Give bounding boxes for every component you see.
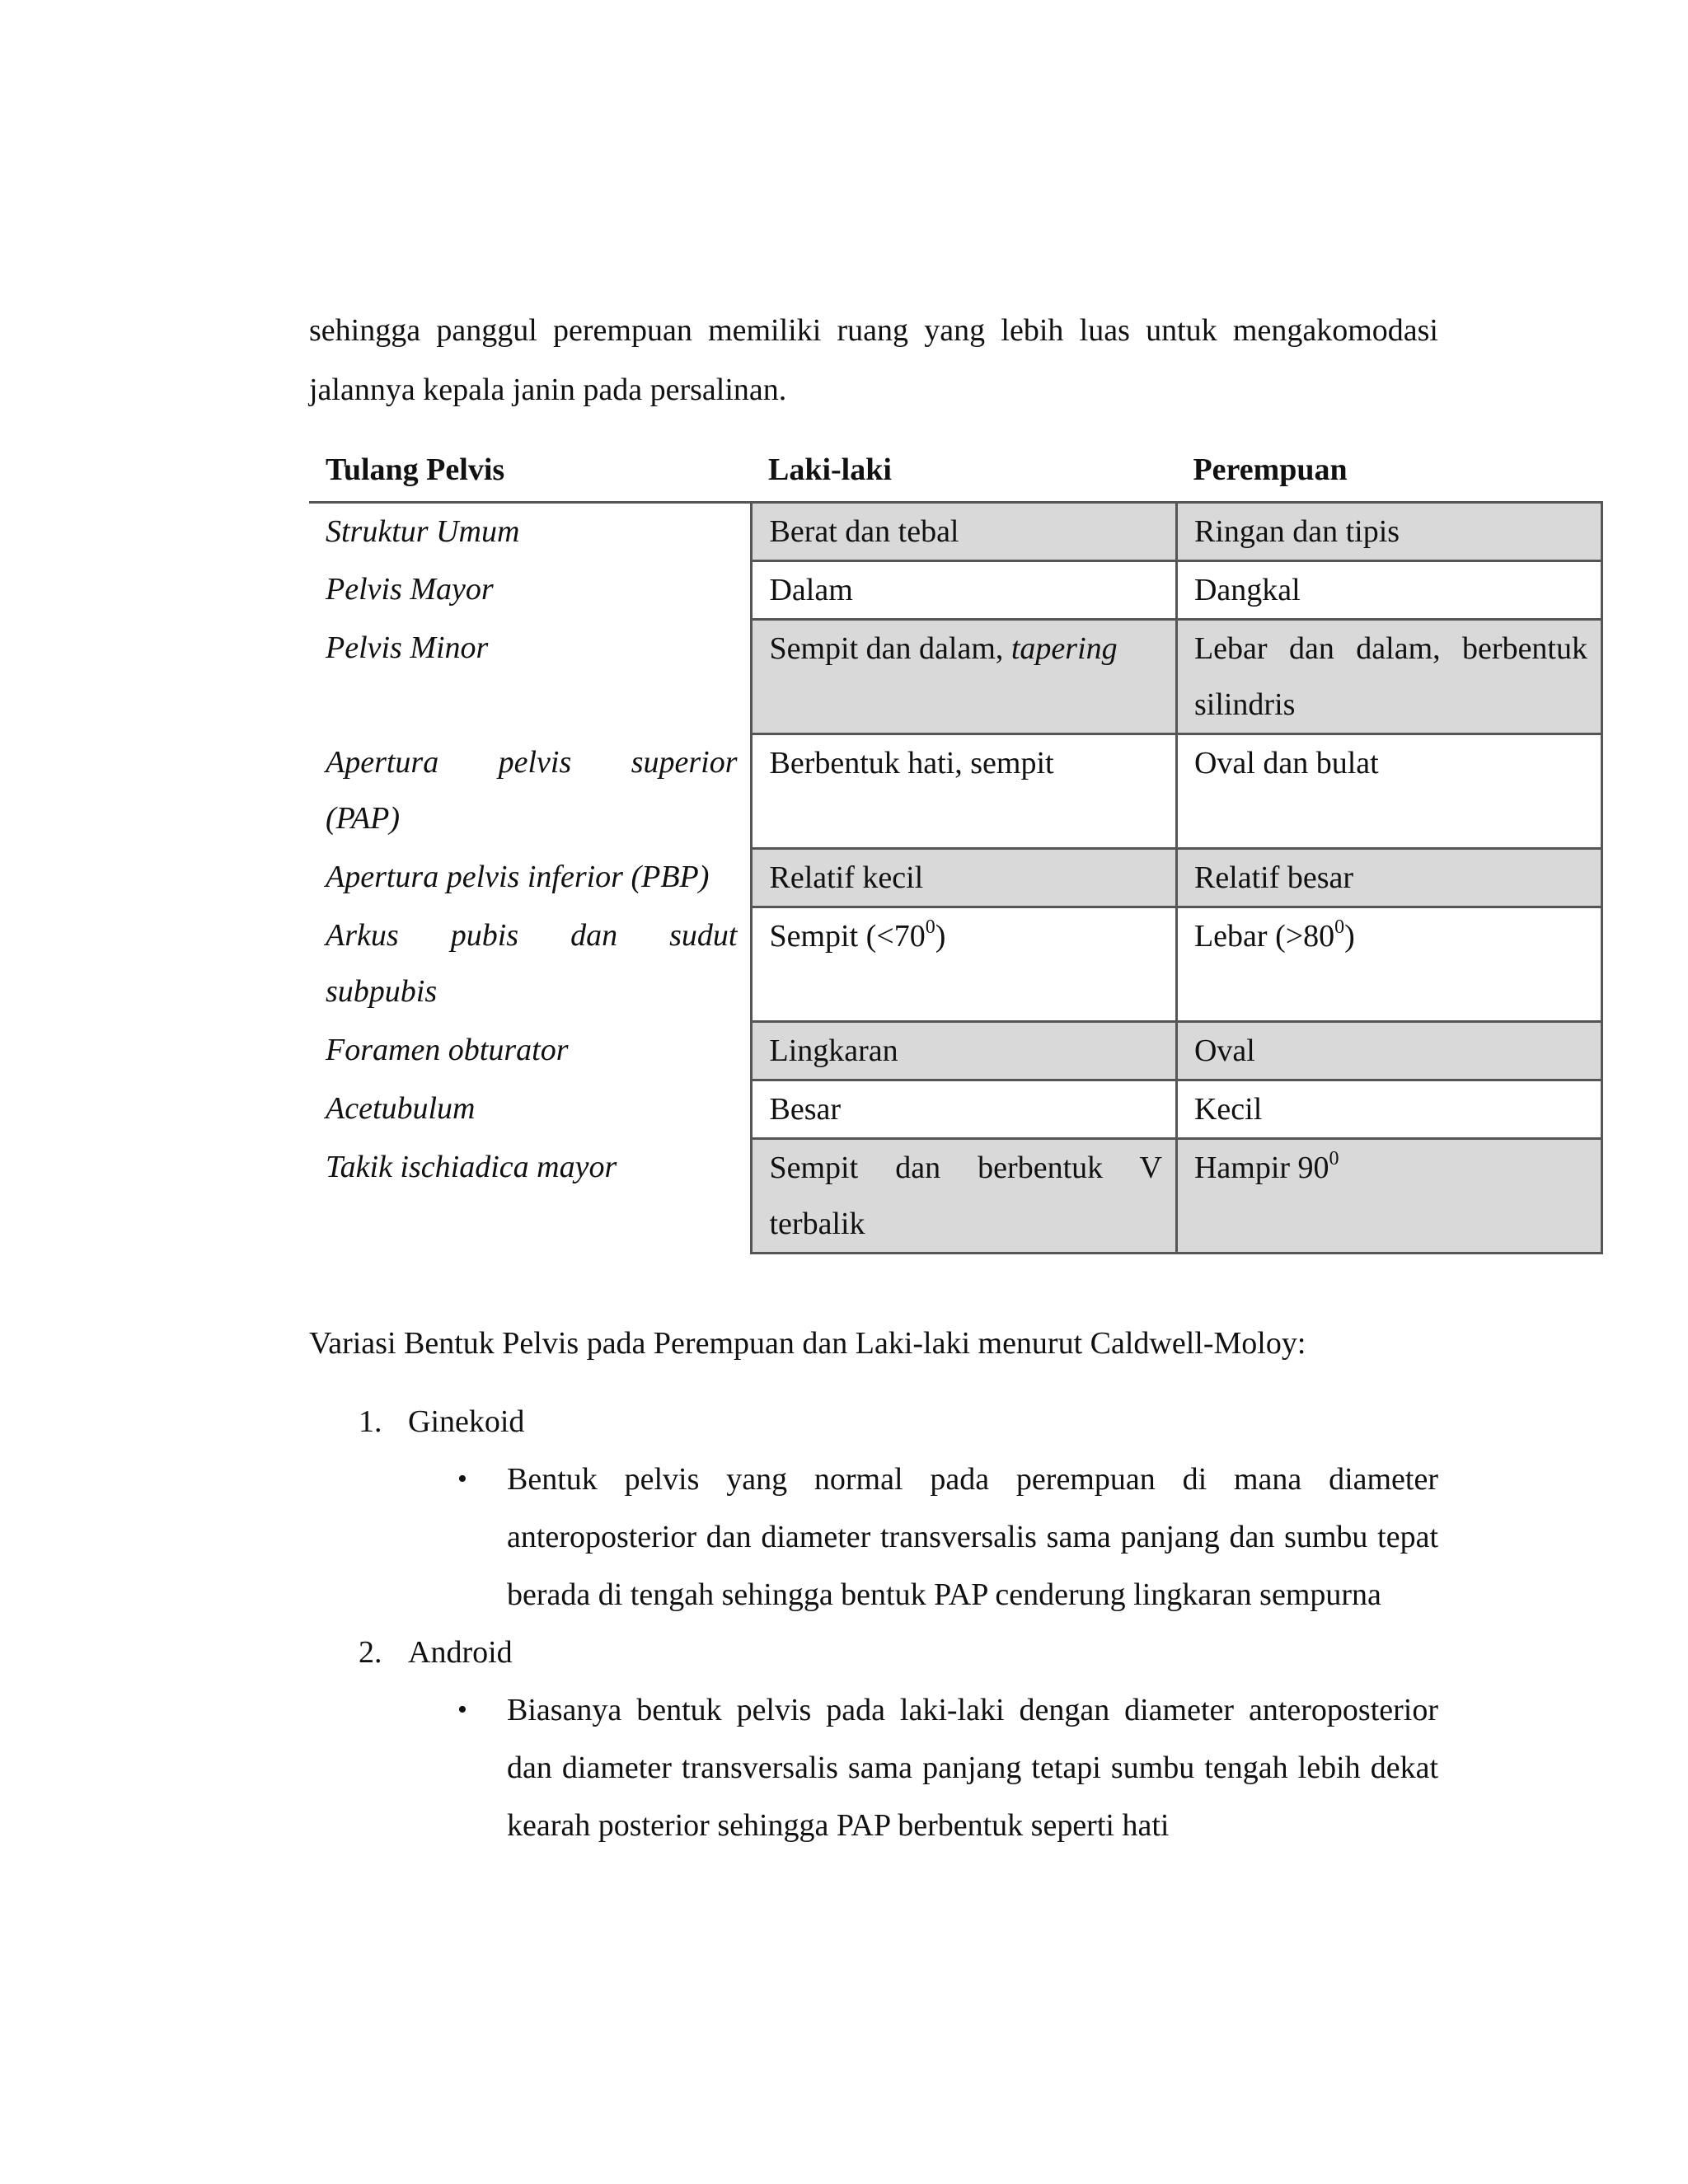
male-cell <box>752 907 1176 1022</box>
header-tulang-pelvis: Tulang Pelvis <box>309 437 752 503</box>
table-row <box>309 734 1602 849</box>
row-label: Takik ischiadica mayor <box>326 1149 617 1184</box>
variant-heading <box>309 1624 1438 1681</box>
female-cell: Oval <box>1176 1022 1601 1080</box>
male-cell: Berat dan tebal <box>752 503 1176 561</box>
row-label-line-2: (PAP) <box>326 800 401 836</box>
header-perempuan: Perempuan <box>1176 437 1601 503</box>
male-text-italic: tapering <box>1010 631 1118 666</box>
intro-line-1: sehingga panggul perempuan memiliki ruang yang lebih luas untuk mengakomodasi <box>309 313 1438 348</box>
intro-line-2: jalannya kepala janin pada persalinan. <box>309 373 787 407</box>
row-label: Apertura pelvis inferior (PBP) <box>326 859 710 894</box>
female-cell <box>1176 1139 1601 1254</box>
bullet-paragraph <box>309 1681 1438 1854</box>
row-label: Acetubulum <box>326 1090 476 1126</box>
table-row <box>309 503 1602 561</box>
male-cell: Lingkaran <box>752 1022 1176 1080</box>
male-cell <box>752 1139 1176 1254</box>
female-text: Hampir 90 <box>1193 1151 1329 1185</box>
pelvis-variant-list <box>309 1393 1438 1854</box>
female-text-end: ) <box>1344 919 1355 954</box>
male-cell <box>752 620 1176 734</box>
female-cell <box>1176 907 1601 1022</box>
male-text-end: ) <box>935 919 946 954</box>
variant-heading <box>309 1393 1438 1451</box>
male-cell: Besar <box>752 1080 1176 1139</box>
row-label: Foramen obturator <box>326 1032 569 1067</box>
male-text: Sempit (<70 <box>769 919 926 954</box>
table-row <box>309 907 1602 1022</box>
female-text-line-2: silindris <box>1193 687 1296 722</box>
row-label <box>309 734 752 849</box>
table-row <box>309 1139 1602 1254</box>
table-row <box>309 849 1602 907</box>
row-label: Pelvis Mayor <box>326 571 494 607</box>
degree-superscript: 0 <box>1334 916 1345 938</box>
pelvis-comparison-table <box>309 437 1603 1254</box>
bullet-icon: • <box>457 1694 467 1725</box>
variant-name: Ginekoid <box>408 1404 525 1439</box>
table-row <box>309 1080 1602 1139</box>
female-cell: Ringan dan tipis <box>1176 503 1601 561</box>
table-header-row <box>309 437 1602 503</box>
intro-paragraph <box>309 301 1438 419</box>
table-row <box>309 1022 1602 1080</box>
degree-superscript: 0 <box>1329 1148 1339 1169</box>
header-laki-laki: Laki-laki <box>752 437 1176 503</box>
male-cell: Dalam <box>752 561 1176 620</box>
row-label: Struktur Umum <box>326 514 520 549</box>
row-label <box>309 907 752 1022</box>
degree-superscript: 0 <box>925 916 935 938</box>
list-number: 2. <box>359 1635 382 1670</box>
female-cell: Dangkal <box>1176 561 1601 620</box>
table-row <box>309 620 1602 734</box>
bullet-text: Bentuk pelvis yang normal pada perempuan di mana diameter anteroposterior dan diameter transversalis sama panjang dan sumbu tepat berada di tengah sehingga bentuk PAP cenderung lingkaran sempurna <box>507 1462 1438 1612</box>
female-text-line-1: Lebar dan dalam, berbentuk <box>1193 631 1587 666</box>
row-label: Pelvis Minor <box>326 630 489 665</box>
row-label-line-1: Arkus pubis dan sudut <box>326 917 738 953</box>
list-item <box>309 1624 1438 1854</box>
bullet-paragraph <box>309 1451 1438 1624</box>
female-cell <box>1176 620 1601 734</box>
bullet-text: Biasanya bentuk pelvis pada laki-laki dengan diameter anteroposterior dan diameter transversalis sama panjang tetapi sumbu tengah lebih dekat kearah posterior sehingga PAP berbentuk seperti hati <box>507 1693 1438 1843</box>
row-label-line-2: subpubis <box>326 973 438 1009</box>
female-cell: Kecil <box>1176 1080 1601 1139</box>
list-number: 1. <box>359 1404 382 1439</box>
table-row <box>309 561 1602 620</box>
female-text: Lebar (>80 <box>1193 919 1335 954</box>
male-cell: Berbentuk hati, sempit <box>752 734 1176 849</box>
male-text-line-2: terbalik <box>769 1207 865 1241</box>
variant-name: Android <box>408 1635 513 1670</box>
female-cell: Relatif besar <box>1176 849 1601 907</box>
male-cell: Relatif kecil <box>752 849 1176 907</box>
list-item <box>309 1393 1438 1624</box>
female-cell: Oval dan bulat <box>1176 734 1601 849</box>
row-label-line-1: Apertura pelvis superior <box>326 744 738 780</box>
bullet-icon: • <box>457 1464 467 1494</box>
male-text: Sempit dan dalam, <box>769 631 1011 666</box>
variation-heading: Variasi Bentuk Pelvis pada Perempuan dan Laki-laki menurut Caldwell-Moloy: <box>309 1326 1306 1361</box>
male-text-line-1: Sempit dan berbentuk V <box>769 1151 1162 1185</box>
